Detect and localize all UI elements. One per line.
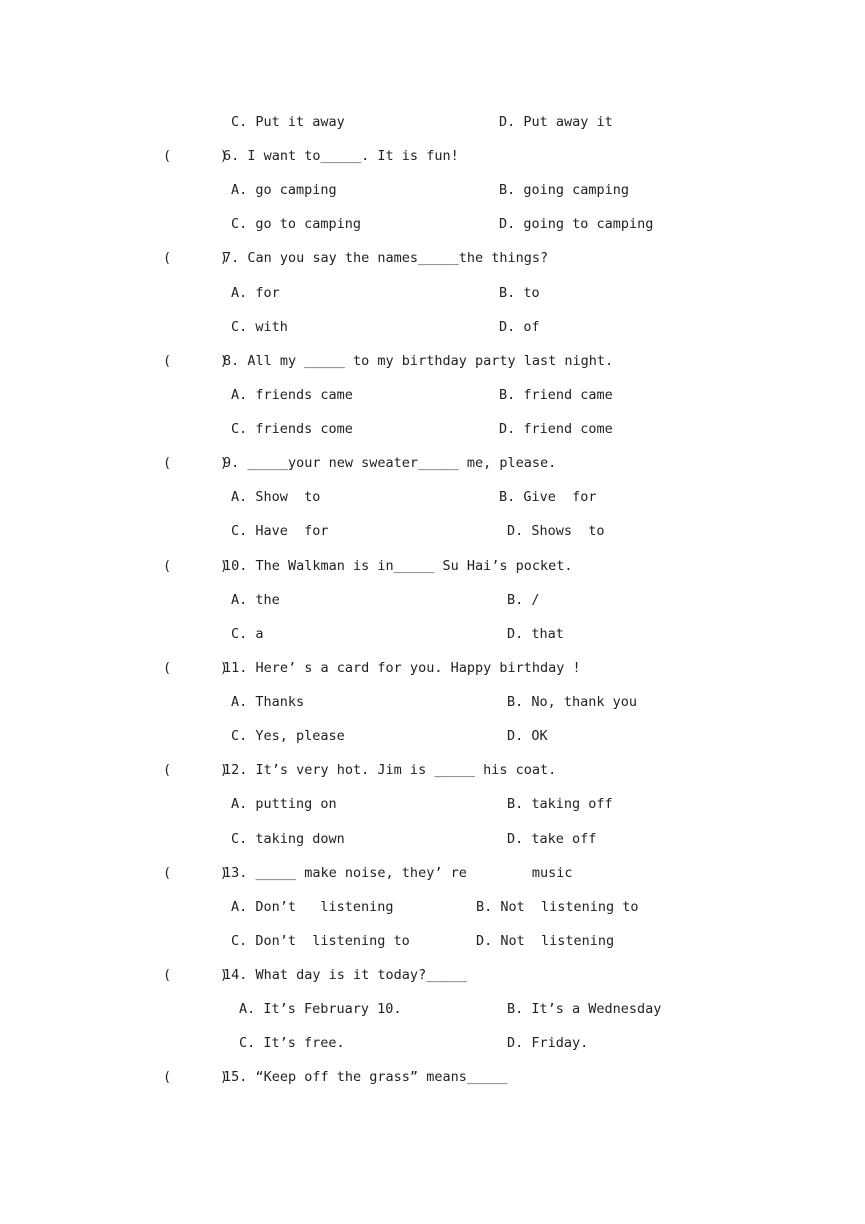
- answer-blank[interactable]: ( ): [163, 250, 229, 266]
- question-stem: 10. The Walkman is in_____ Su Hai’s pocket.: [223, 558, 573, 574]
- option-d: D. Not listening: [476, 933, 615, 949]
- option-d: D. Shows to: [507, 523, 605, 539]
- question-stem: 13. _____ make noise, they’ re music: [223, 865, 573, 881]
- question-stem: 7. Can you say the names_____the things?: [223, 250, 549, 266]
- option-c: C. a: [231, 626, 264, 642]
- option-b: B. It’s a Wednesday: [507, 1001, 662, 1017]
- option-d: D. Friday.: [507, 1035, 589, 1051]
- option-d: D. Put away it: [499, 114, 613, 130]
- option-a: A. putting on: [231, 796, 337, 812]
- option-a: A. Thanks: [231, 694, 305, 710]
- option-b: B. Give for: [499, 489, 597, 505]
- option-c: C. Don’t listening to: [231, 933, 410, 949]
- option-a: A. go camping: [231, 182, 337, 198]
- option-c: C. go to camping: [231, 216, 362, 232]
- option-c: C. Put it away: [231, 114, 345, 130]
- option-c: C. friends come: [231, 421, 353, 437]
- option-b: B. friend came: [499, 387, 613, 403]
- option-b: B. taking off: [507, 796, 613, 812]
- option-a: A. friends came: [231, 387, 353, 403]
- option-c: C. Yes, please: [231, 728, 345, 744]
- answer-blank[interactable]: ( ): [163, 967, 229, 983]
- option-b: B. to: [499, 285, 540, 301]
- option-b: B. /: [507, 592, 540, 608]
- option-c: C. Have for: [231, 523, 329, 539]
- option-d: D. going to camping: [499, 216, 654, 232]
- option-b: B. Not listening to: [476, 899, 639, 915]
- question-stem: 8. All my _____ to my birthday party last night.: [223, 353, 614, 369]
- option-c: C. with: [231, 319, 288, 335]
- answer-blank[interactable]: ( ): [163, 558, 229, 574]
- option-c: C. taking down: [231, 831, 345, 847]
- option-a: A. the: [231, 592, 280, 608]
- option-c: C. It’s free.: [239, 1035, 345, 1051]
- option-d: D. take off: [507, 831, 597, 847]
- answer-blank[interactable]: ( ): [163, 1069, 229, 1085]
- question-stem: 6. I want to_____. It is fun!: [223, 148, 459, 164]
- answer-blank[interactable]: ( ): [163, 762, 229, 778]
- option-a: A. Show to: [231, 489, 321, 505]
- question-stem: 15. “Keep off the grass” means_____: [223, 1069, 508, 1085]
- question-stem: 14. What day is it today?_____: [223, 967, 467, 983]
- option-b: B. No, thank you: [507, 694, 638, 710]
- question-stem: 11. Here’ s a card for you. Happy birthday !: [223, 660, 581, 676]
- answer-blank[interactable]: ( ): [163, 660, 229, 676]
- answer-blank[interactable]: ( ): [163, 148, 229, 164]
- option-d: D. OK: [507, 728, 548, 744]
- answer-blank[interactable]: ( ): [163, 455, 229, 471]
- option-d: D. of: [499, 319, 540, 335]
- option-a: A. It’s February 10.: [239, 1001, 402, 1017]
- question-stem: 12. It’s very hot. Jim is _____ his coat.: [223, 762, 557, 778]
- answer-blank[interactable]: ( ): [163, 353, 229, 369]
- question-stem: 9. _____your new sweater_____ me, please.: [223, 455, 557, 471]
- option-d: D. that: [507, 626, 564, 642]
- option-d: D. friend come: [499, 421, 613, 437]
- option-a: A. for: [231, 285, 280, 301]
- option-b: B. going camping: [499, 182, 630, 198]
- option-a: A. Don’t listening: [231, 899, 394, 915]
- answer-blank[interactable]: ( ): [163, 865, 229, 881]
